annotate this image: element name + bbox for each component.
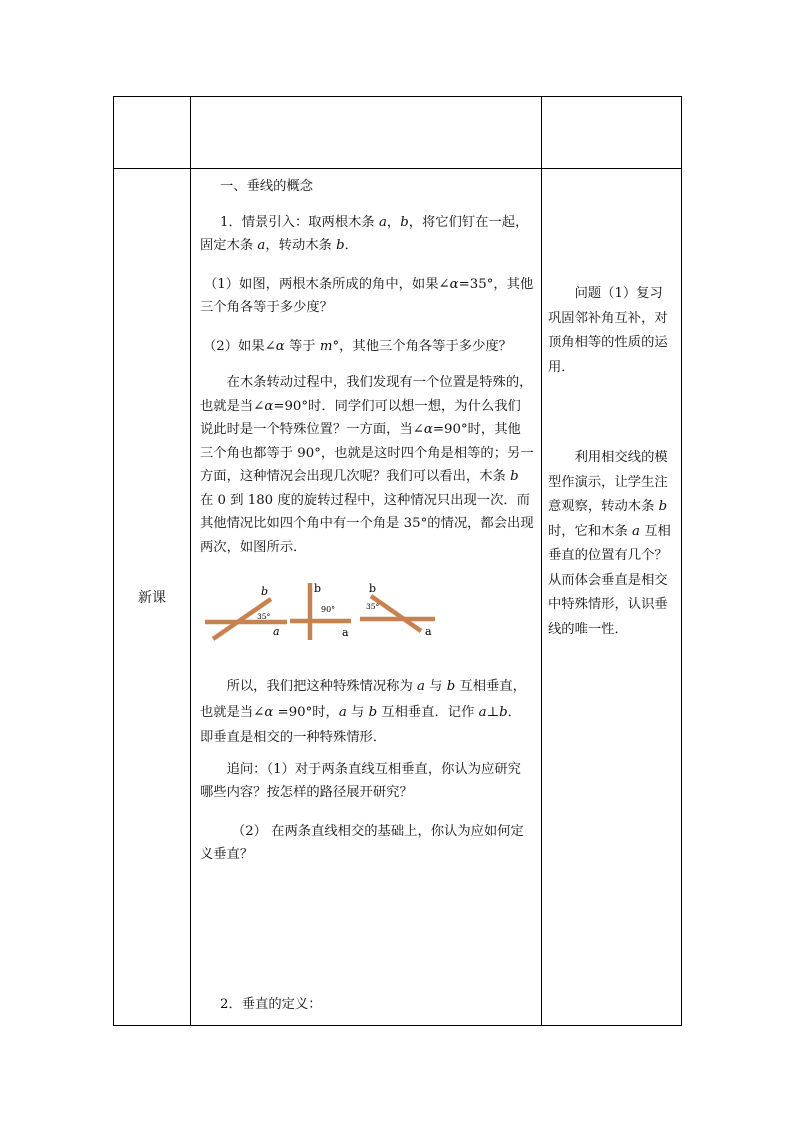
follow-up-question-2: （2） 在两条直线相交的基础上，你认为应如何定义垂直？ (200, 824, 524, 862)
label-b: b (314, 582, 322, 595)
scenario-intro: 1．情景引入：取两根木条 a，b，将它们钉在一起，固定木条 a，转动木条 b． (200, 215, 529, 253)
figure-35-right (360, 582, 435, 638)
definition-heading: 2．垂直的定义： (220, 997, 322, 1012)
label-a: a (273, 625, 280, 638)
header-cell-stage (114, 97, 191, 169)
stage-label: 新课 (114, 169, 191, 1026)
content-cell (191, 169, 542, 1026)
label-b: b (261, 585, 269, 598)
special-position-paragraph: 在木条转动过程中，我们发现有一个位置是特殊的，也就是当∠α=90°时．同学们可以想一想，为什么我们说此时是一个特殊位置？一方面，当∠α=90°时，其他三个角也都等于 90°，也就是这时四个角是相等的；另一方面，这种情况会出现几次呢？我们可以看出，木条 b 在 0 到 180 度的旋转过程中，这种情况只出现一次．而其他情况比如四个角中有一个角是 35°的情况，都会出现两次，如图所示． (200, 375, 534, 555)
figure-90 (290, 582, 351, 640)
section-heading: 一、垂线的概念 (220, 179, 314, 194)
lesson-table (113, 96, 682, 1026)
stick-rotation-figure (203, 579, 453, 641)
follow-up-question-1: 追问：（1）对于两条直线互相垂直，你认为应研究哪些内容？按怎样的路径展开研究？ (200, 762, 521, 800)
label-angle: 35° (366, 602, 380, 611)
label-angle: 35° (257, 612, 271, 621)
header-cell-content (191, 97, 542, 169)
note-1: 问题（1）复习巩固邻补角互补，对顶角相等的性质的运用． (548, 286, 668, 375)
note-2: 利用相交线的模型作演示，让学生注意观察，转动木条 b 时，它和木条 a 互相垂直的位置有几个？从而体会垂直是相交中特殊情形，认识垂线的唯一性． (548, 450, 671, 637)
header-cell-notes (542, 97, 682, 169)
label-a: a (425, 625, 432, 638)
content-row (114, 169, 682, 1026)
label-angle: 90° (321, 605, 336, 614)
figure-35-left (205, 585, 287, 639)
question-2: （2）如果∠α 等于 m°，其他三个角各等于多少度？ (203, 339, 512, 354)
label-a: a (342, 626, 349, 639)
label-b: b (369, 582, 377, 595)
perpendicular-explanation: 所以，我们把这种特殊情况称为 a 与 b 互相垂直，也就是当∠α =90°时，a 与 b 互相垂直．记作 a⊥b．即垂直是相交的一种特殊情形． (200, 679, 526, 745)
question-1: （1）如图，两根木条所成的角中，如果∠α=35°，其他三个角各等于多少度？ (200, 277, 534, 315)
notes-cell (542, 169, 682, 1026)
header-row (114, 97, 682, 169)
